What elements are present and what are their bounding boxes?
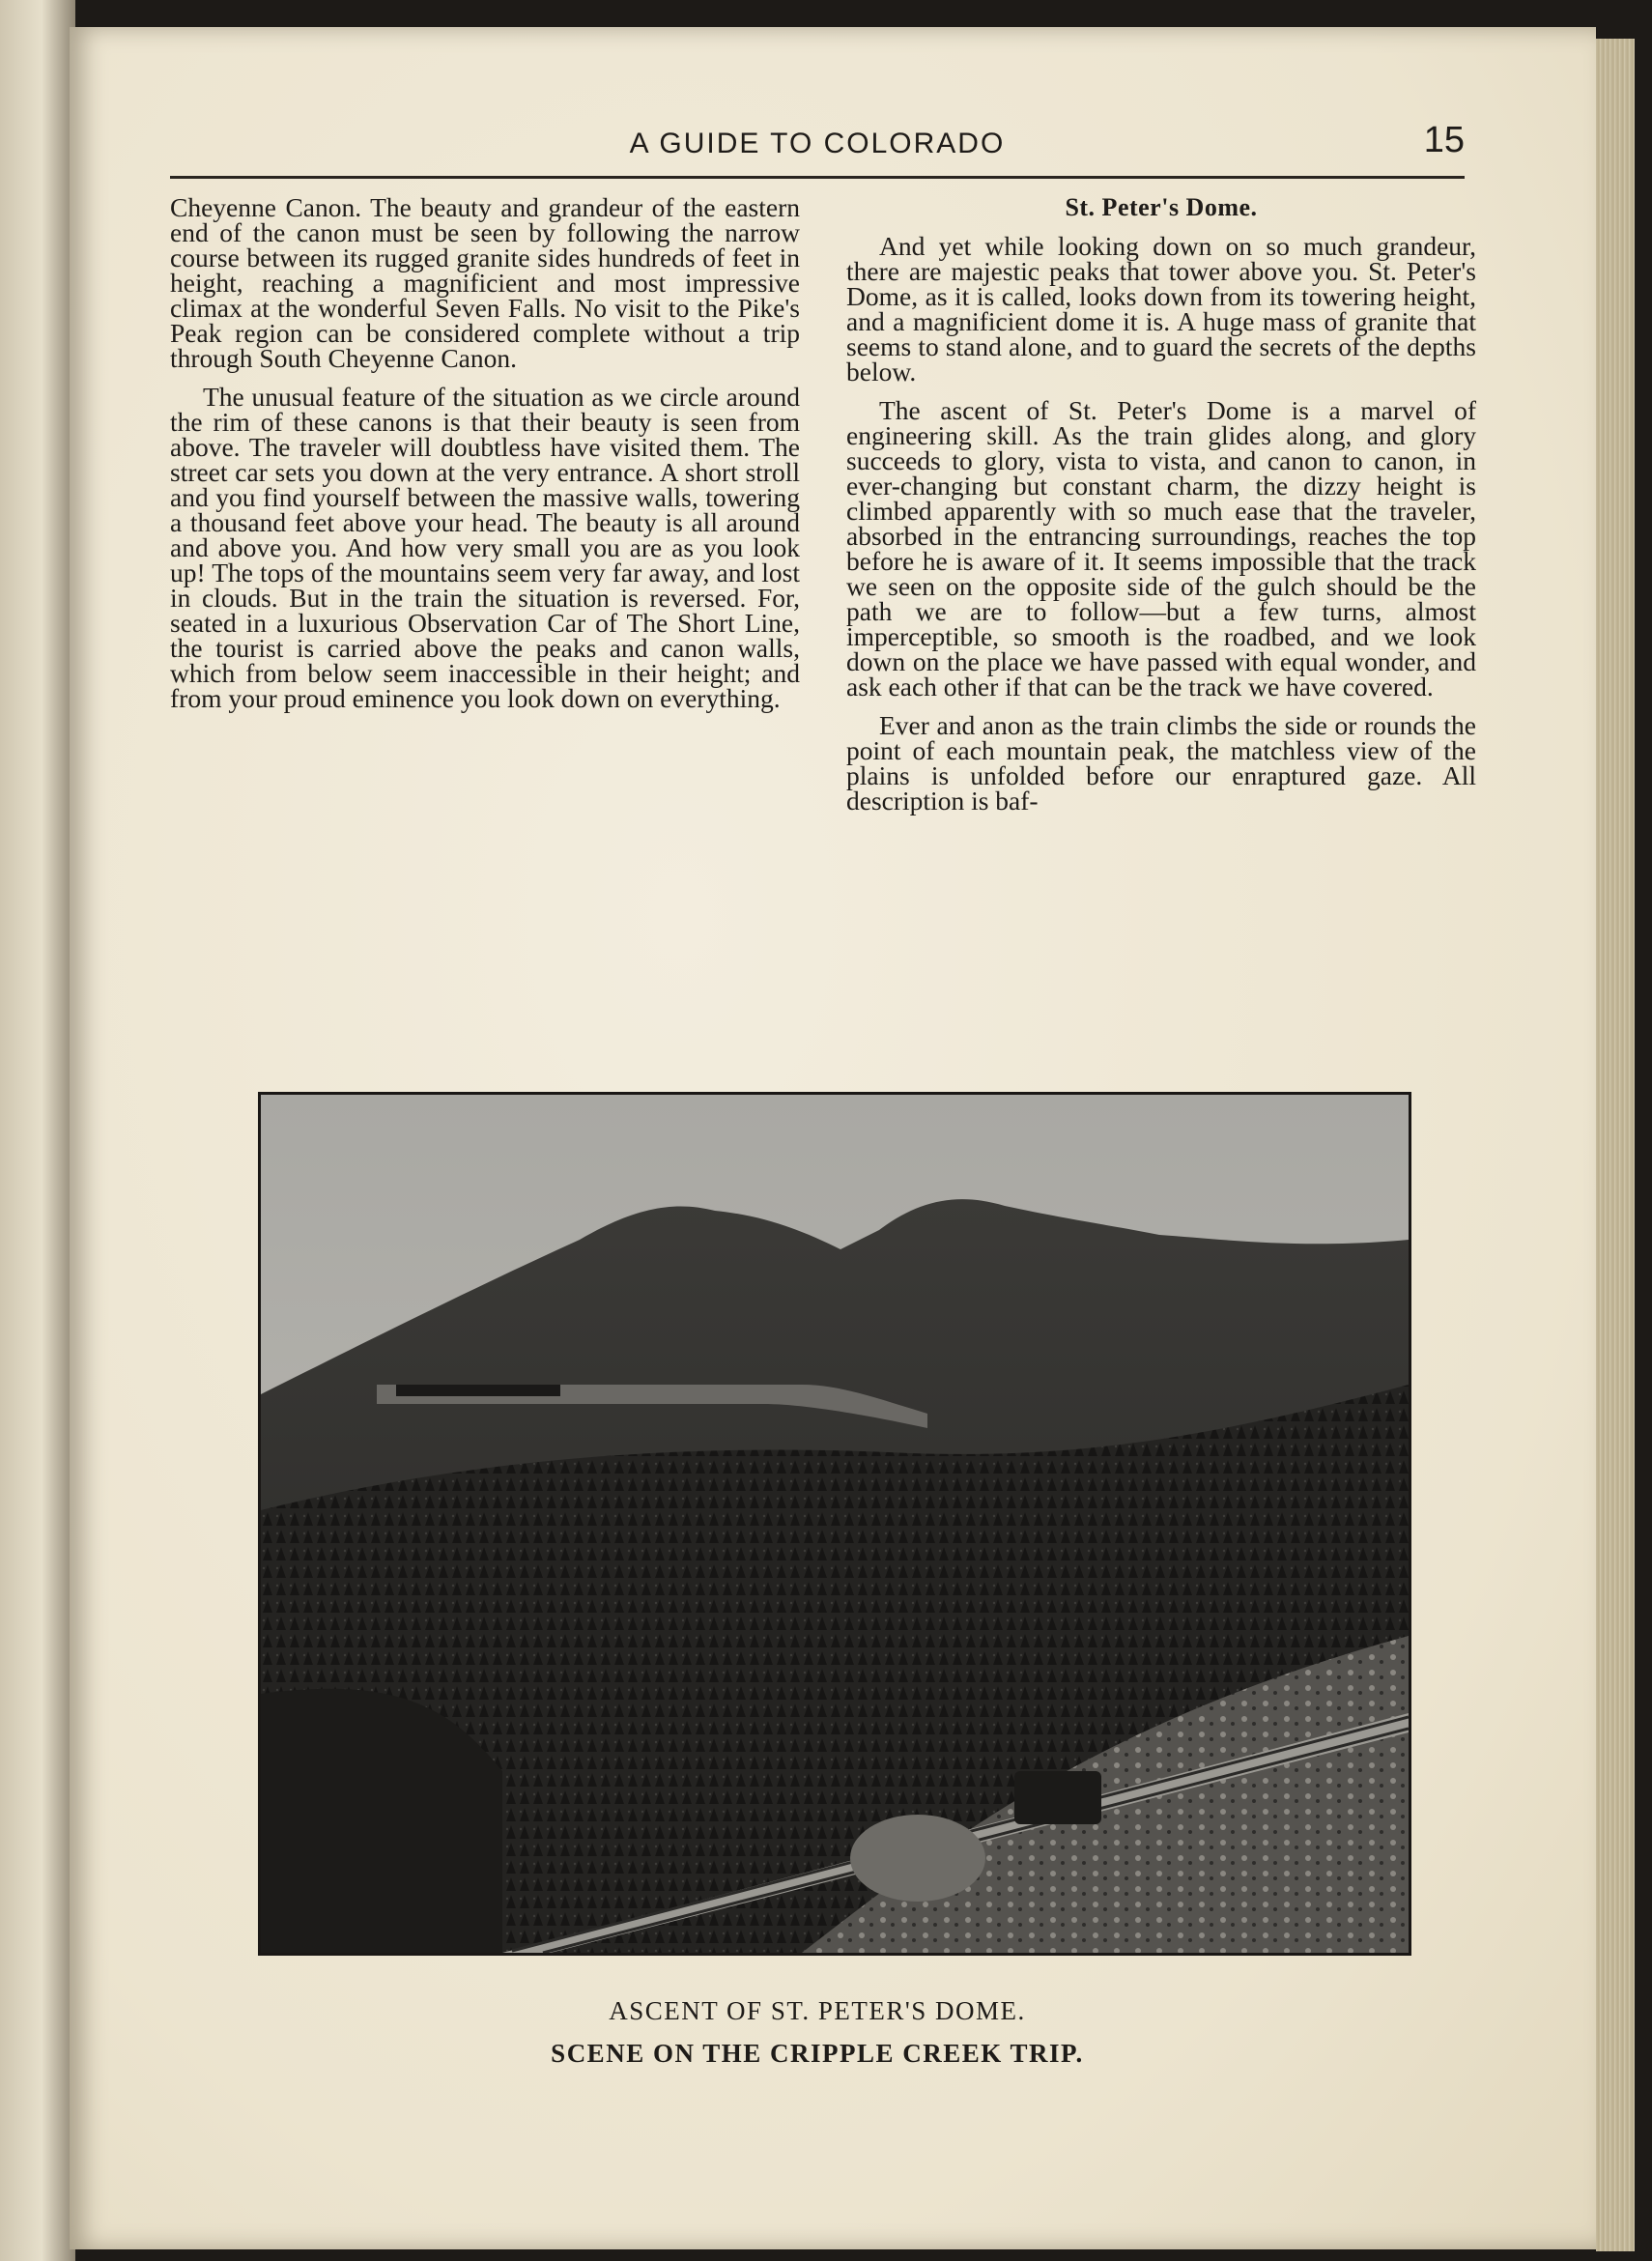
right-column (846, 195, 1476, 827)
paragraph: And yet while looking down on so much grandeur, there are majestic peaks that tower above you. St. Peter's Dome, as it is called, looks down from its towering height, and a magnificient dome it is. A huge mass of granite that seems to stand alone, and to guard the secrets of the depths below. (846, 231, 1476, 386)
page-stack-edges (1596, 39, 1635, 2251)
running-header (170, 104, 1465, 179)
page-number: 15 (1423, 120, 1465, 160)
photo-caption-line1: ASCENT OF ST. PETER'S DOME. (609, 1996, 1026, 2025)
paragraph: The unusual feature of the situation as we circle around the rim of these canons is that their beauty is seen from above. The traveler will doubtless have visited them. The street car sets you down at the very entrance. A short stroll and you find yourself between the massive walls, towering a thousand feet above your head. The beauty is all around and above you. And how very small you are as you look up! The tops of the mountains seem very far away, and lost in clouds. But in the train the situation is reversed. For, seated in a luxurious Observation Car of The Short Line, the tourist is carried above the peaks and canon walls, which from below seem inaccessible in their height; and from your proud eminence you look down on everything. (170, 382, 800, 713)
paragraph: The ascent of St. Peter's Dome is a marvel of engineering skill. As the train glides along, and glory succeeds to glory, vista to vista, and canon to canon, in ever-changing but constant charm, the dizzy height is climbed apparently with so much ease that the traveler, absorbed in the entrancing surroundings, reaches the top before he is aware of it. It seems impossible that the track we seen on the opposite side of the gulch should be the path we are to follow—but a few turns, almost imperceptible, so smooth is the roadbed, and we look down on the place we have passed with equal wonder, and ask each other if that can be the track we have covered. (846, 395, 1476, 701)
railcar-passengers (1014, 1771, 1101, 1824)
paragraph: Cheyenne Canon. The beauty and grandeur of the eastern end of the canon must be seen by following the narrow course between its rugged granite sides hundreds of feet in height, reaching a magnificient and most impressive climax at the wonderful Seven Falls. No visit to the Pike's Peak region can be considered complete without a trip through South Cheyenne Canon. (170, 192, 800, 373)
mountain-railway-photo (261, 1095, 1409, 1953)
granite-boulder (850, 1815, 985, 1902)
distant-train (396, 1385, 560, 1396)
running-title: A GUIDE TO COLORADO (629, 128, 1006, 159)
photo-caption-line2: SCENE ON THE CRIPPLE CREEK TRIP. (551, 2039, 1084, 2068)
paragraph: Ever and anon as the train climbs the side or rounds the point of each mountain peak, the matchless view of the plains is unfolded before our enraptured gaze. All description is baf- (846, 710, 1476, 816)
halftone-photograph (258, 1092, 1411, 1956)
left-page-edge (0, 0, 75, 2261)
left-column (170, 192, 800, 725)
section-heading: St. Peter's Dome. (1065, 193, 1258, 221)
